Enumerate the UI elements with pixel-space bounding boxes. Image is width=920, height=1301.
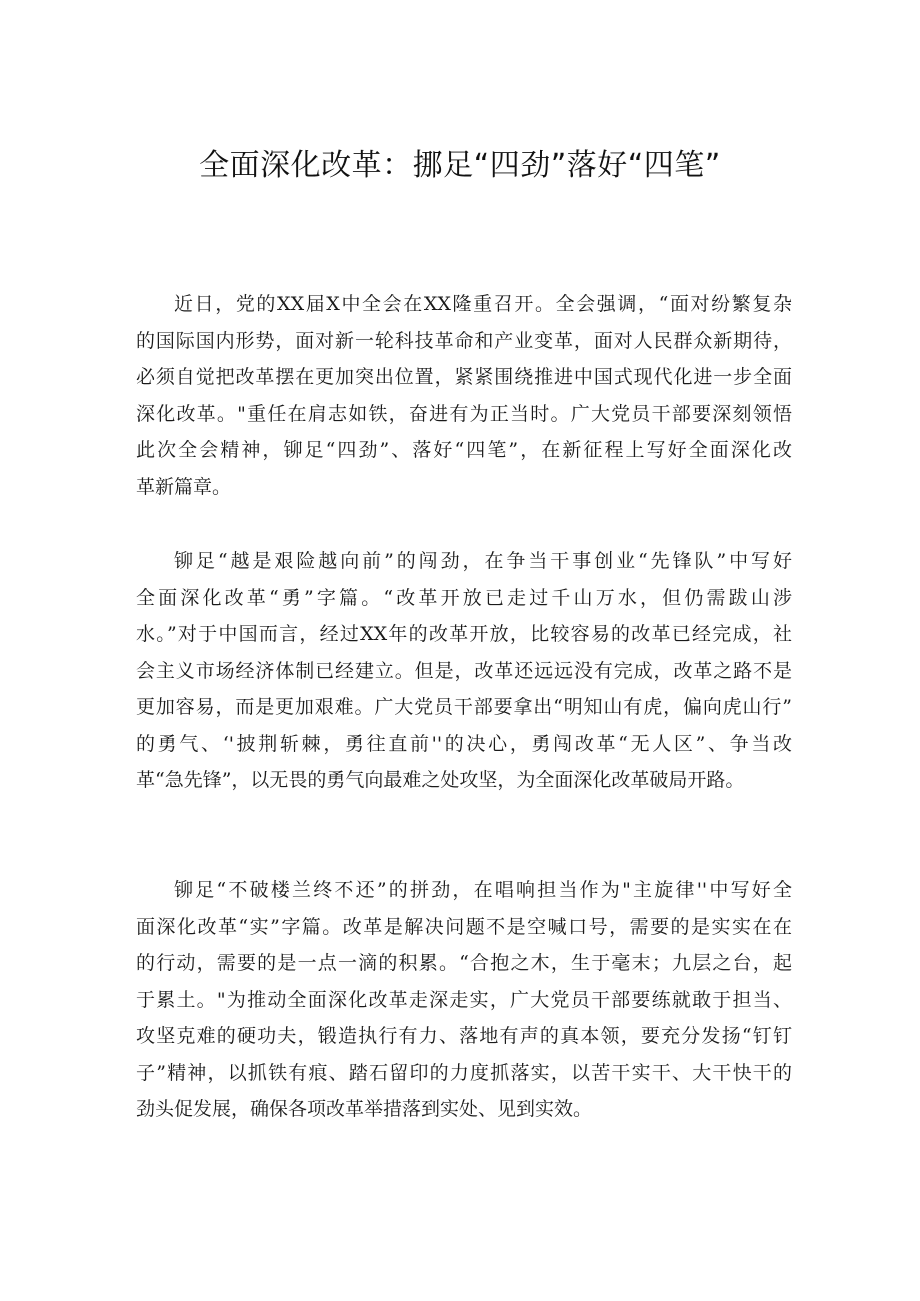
paragraph-3 <box>136 872 792 1128</box>
text-line: 劲头促发展，确保各项改革举措落到实处、见到实效。 <box>136 1098 593 1120</box>
text-line: 铆足“不破楼兰终不还”的拼劲，在唱响担当作为"主旋律''中写好全 <box>174 879 792 901</box>
paragraph-1 <box>136 286 792 505</box>
text-line: 面深化改革“实”字篇。改革是解决问题不是空喊口号，需要的是实实在在 <box>136 915 792 938</box>
text-line: 于累土。"为推动全面深化改革走深走实，广大党员干部要练就敢于担当、 <box>136 988 792 1011</box>
text-line: 革新篇章。 <box>136 475 232 498</box>
text-line: 更加容易，而是更加艰难。广大党员干部要拿出“明知山有虎，偏向虎山行” <box>136 696 792 718</box>
text-line: 的行动，需要的是一点一滴的积累。“合抱之木，生于毫末；九层之台，起 <box>136 952 792 974</box>
text-line: 子”精神，以抓铁有痕、踏石留印的力度抓落实，以苦干实干、大干快干的 <box>136 1061 792 1084</box>
text-line: 近日，党的XX届X中全会在XX隆重召开。全会强调，“面对纷繁复杂 <box>174 293 792 315</box>
paragraph-2 <box>136 543 792 799</box>
text-line: 全面深化改革“勇”字篇。“改革开放已走过千山万水，但仍需跋山涉 <box>136 586 792 609</box>
text-line: 的国际国内形势，面对新一轮科技革命和产业变革，面对人民群众新期待， <box>136 329 792 352</box>
document-title: 全面深化改革：挪足“四劲”落好“四笔” <box>199 148 721 183</box>
text-line: 攻坚克难的硬功夫，锻造执行有力、落地有声的真本领，要充分发扬“钉钉 <box>136 1025 792 1047</box>
text-line: 必须自觉把改革摆在更加突出位置，紧紧围绕推进中国式现代化进一步全面 <box>136 366 792 388</box>
text-line: 此次全会精神，铆足“四劲”、落好“四笔”，在新征程上写好全面深化改 <box>136 439 792 461</box>
text-line: 铆足“越是艰险越向前”的闯劲，在争当干事创业“先锋队”中写好 <box>174 550 792 572</box>
text-line: 革“急先锋”，以无畏的勇气向最难之处攻坚，为全面深化改革破局开路。 <box>136 769 745 791</box>
text-line: 深化改革。"重任在肩志如铁，奋进有为正当时。广大党员干部要深刻领悟 <box>136 402 792 425</box>
text-line: 会主义市场经济体制已经建立。但是，改革还远远没有完成，改革之路不是 <box>136 659 792 682</box>
text-line: 的勇气、‘'披荆斩棘，勇往直前''的决心，勇闯改革“无人区”、争当改 <box>136 732 792 755</box>
text-line: 水。”对于中国而言，经过XX年的改革开放，比较容易的改革已经完成，社 <box>136 623 792 645</box>
